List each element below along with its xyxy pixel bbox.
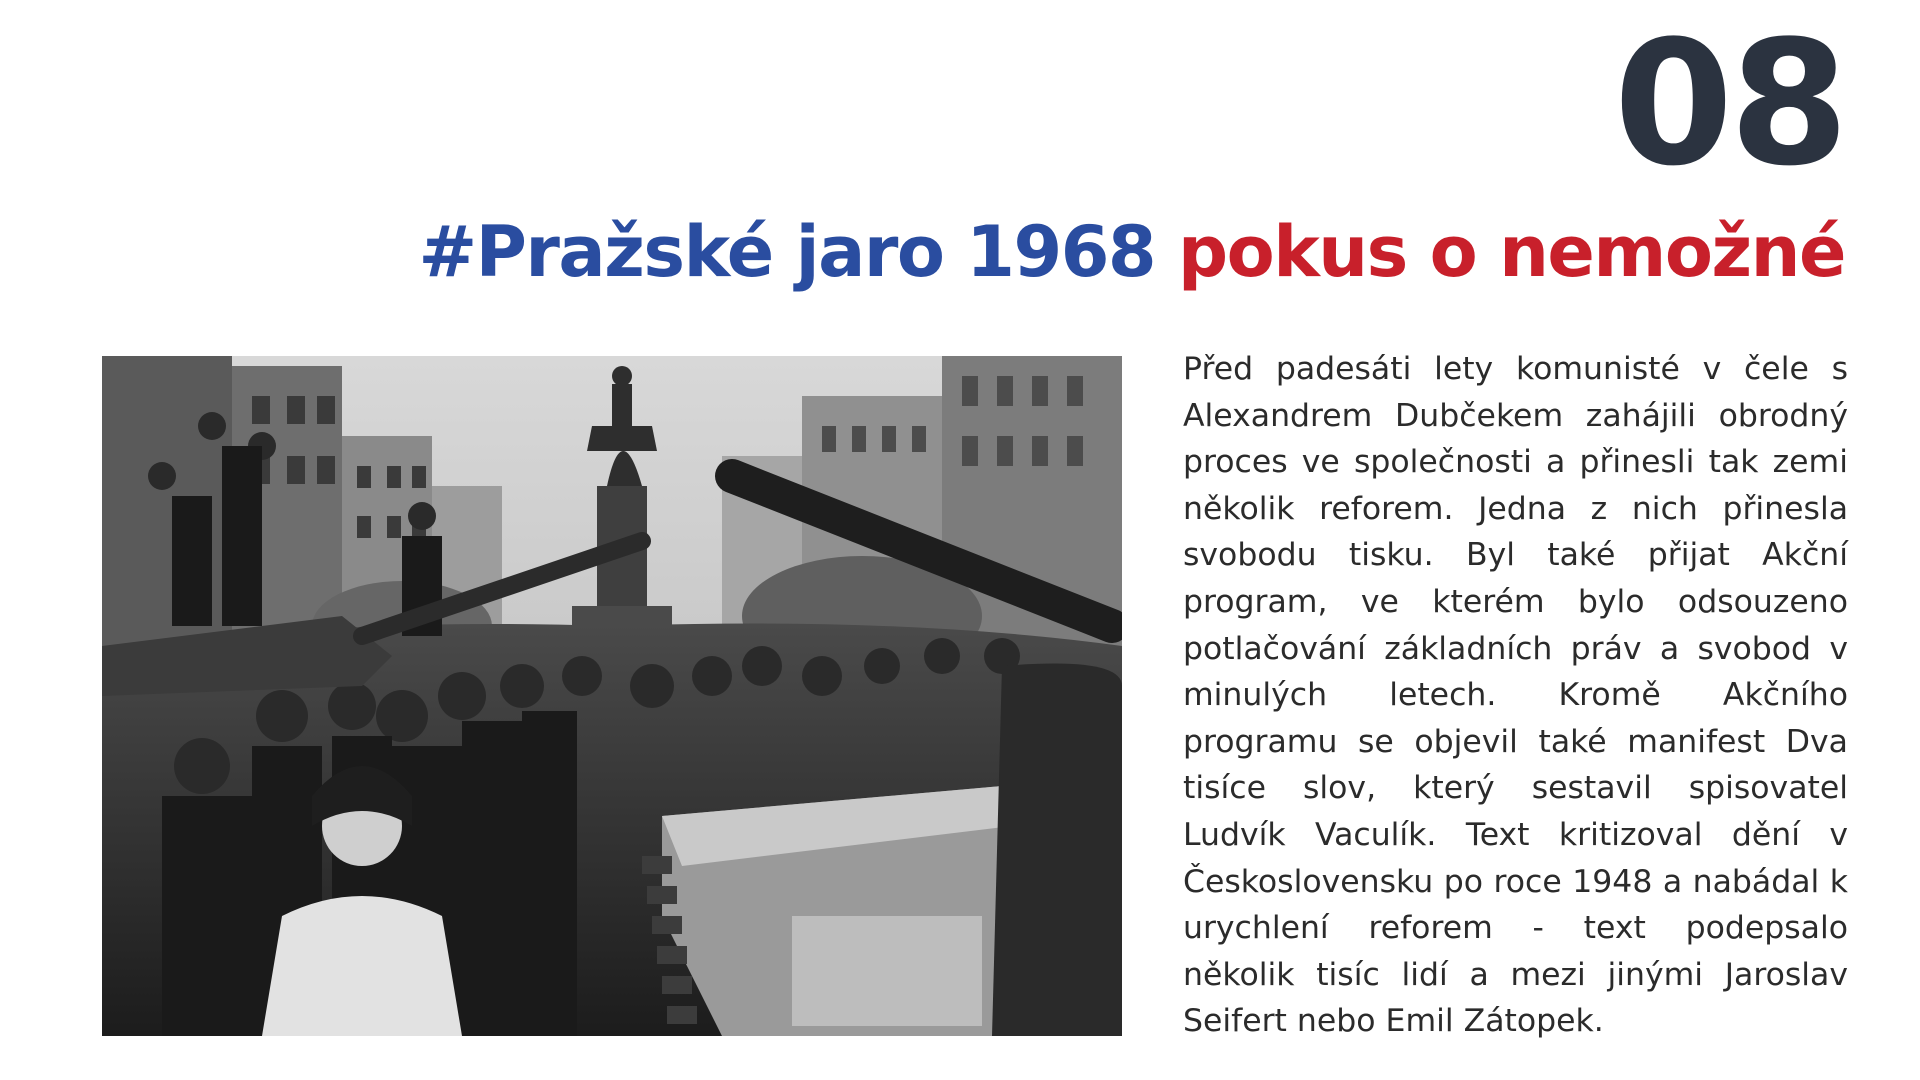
page-title xyxy=(418,211,1845,293)
article-body: Před padesáti lety komunisté v čele s Alexandrem Dubčekem zahájili obrodný proces ve společnosti a přinesli tak zemi několik reforem. Jedna z nich přinesla svobodu tisku. Byl také přijat Akční program, ve kterém bylo odsouzeno potlačování základních práv a svobod v minulých letech. Kromě Akčního programu se objevil také manifest Dva tisíce slov, který sestavil spisovatel Ludvík Vaculík. Text kritizoval dění v Československu po roce 1948 a nabádal k urychlení reforem - text podepsalo několik tisíc lidí a mezi jinými Jaroslav Seifert nebo Emil Zátopek. xyxy=(1183,351,1848,1040)
historical-photo xyxy=(102,356,1122,1036)
title-subtitle: pokus o nemožné xyxy=(1178,211,1845,293)
page-number: 08 xyxy=(1613,3,1845,204)
title-hashtag: #Pražské jaro 1968 xyxy=(418,211,1156,293)
photo-illustration xyxy=(102,356,1122,1036)
